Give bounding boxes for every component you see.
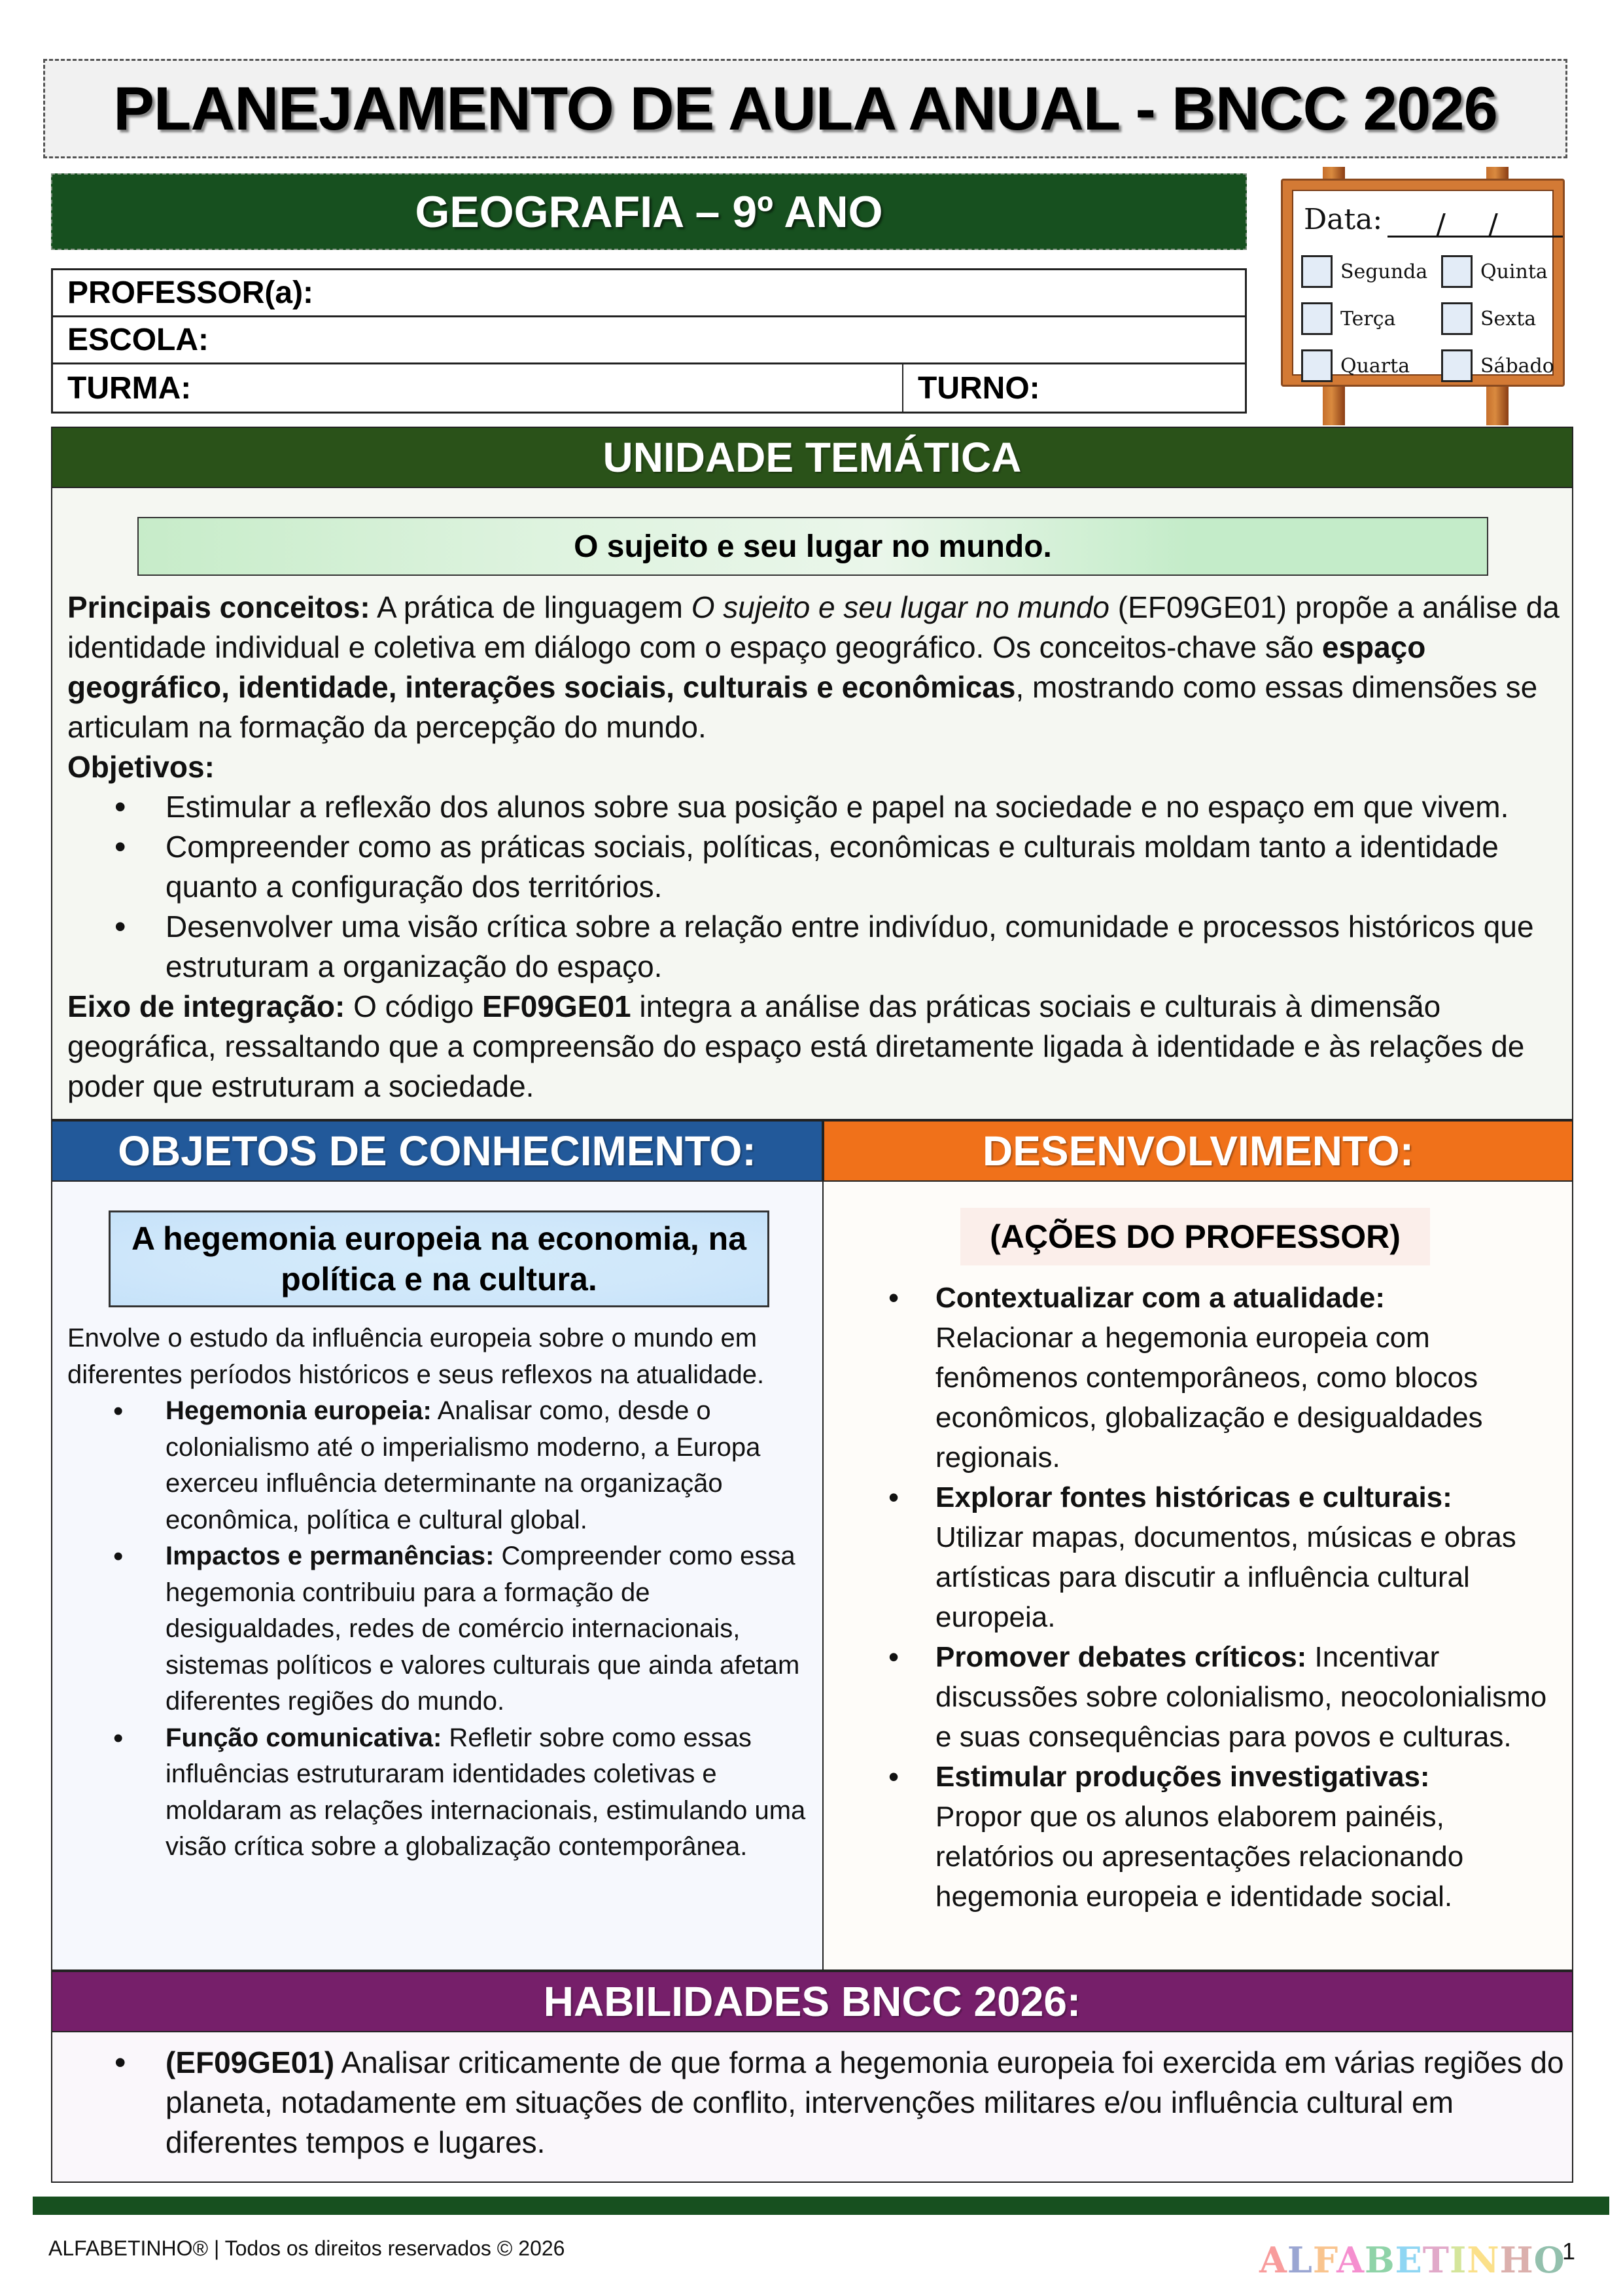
logo-letter: B [1364,2239,1395,2281]
brand-logo [1259,2239,1565,2281]
date-input-line[interactable] [1387,236,1563,238]
footer-divider [33,2197,1609,2215]
unidade-subtitle-box [137,517,1488,576]
day-label: Sexta [1480,307,1537,330]
board-face [1292,190,1554,376]
conceitos-label: Principais conceitos: [67,590,370,624]
item-text: Utilizar mapas, documentos, músicas e obras artísticas para discutir a influência cultural europeia. [935,1521,1516,1633]
habilidades-list [67,2043,1565,2163]
day-label: Terça [1340,307,1396,330]
list-item: • Desenvolver uma visão crítica sobre a relação entre indivíduo, comunidade e processos históricos que estruturam a organização do espaço. [166,907,1565,987]
eixo-text: integra a análise das práticas sociais e culturais à dimensão geográfica, ressaltando que a compreensão do espaço está diretamente ligada à identidade e às relações de poder que estruturam a sociedade. [67,989,1525,1103]
subject-banner [51,173,1247,250]
footer-copyright: ALFABETINHO® | Todos os direitos reservados © 2026 [48,2236,565,2260]
turno-field[interactable] [902,364,1040,412]
item-text: Compreender como essa hegemonia contribuiu para a formação de desigualdades, redes de comércio internacionais, sistemas políticos e valores culturais que ainda afetam diferentes regiões do mundo. [166,1542,800,1716]
conceitos-text: A prática de linguagem [370,590,691,624]
unidade-content [67,588,1565,1106]
list-item [935,1757,1570,1916]
conceitos-text: , mostrando como essas dimensões se articulam na formação da percepção do mundo. [67,670,1538,744]
checkbox-icon[interactable] [1441,255,1473,288]
desenvolvimento-content [883,1278,1570,1916]
item-label: Impactos e permanências: [166,1542,495,1570]
list-item [935,1477,1570,1637]
item-label: Contextualizar com a atualidade: [935,1282,1386,1314]
logo-letter: E [1395,2239,1423,2281]
habilidades-content [67,2043,1565,2163]
day-checkbox-segunda[interactable] [1301,255,1427,288]
objetivos-heading [67,747,1565,787]
item-text: Propor que os alunos elaborem painéis, relatórios ou apresentações relacionando hegemonia europeia e identidade social. [935,1801,1464,1913]
objetos-header [51,1120,823,1182]
eixo-code: EF09GE01 [482,989,631,1023]
logo-letter: A [1336,2239,1365,2281]
desenvolvimento-subtitle-box [960,1208,1430,1265]
logo-letter: H [1499,2239,1534,2281]
conceitos-text: (EF09GE01) propõe a análise da identidade individual e coletiva em diálogo com o espaço geográfico. Os conceitos-chave são [67,590,1560,664]
board-post-bottom-left [1323,383,1345,425]
unidade-subtitle: O sujeito e seu lugar no mundo. [574,529,1052,564]
unidade-tematica-heading: UNIDADE TEMÁTICA [602,434,1022,481]
objetos-content [67,1320,820,1865]
professor-label: PROFESSOR(a): [67,275,314,310]
eixo-integracao-paragraph [67,987,1565,1106]
board-post-bottom-right [1486,383,1509,425]
item-label: Promover debates críticos: [935,1641,1307,1673]
page-number: 1 [1562,2238,1576,2265]
unidade-tematica-header [51,427,1573,488]
logo-letter: T [1422,2239,1450,2281]
day-checkbox-sexta[interactable] [1441,302,1536,335]
list-item [166,1393,820,1538]
objetivos-label: Objetivos: [67,750,215,784]
conceitos-bold: espaço geográfico, identidade, interações sociais, culturais e econômicas [67,630,1426,704]
checkbox-icon[interactable] [1441,302,1473,335]
item-text: Relacionar a hegemonia europeia com fenômenos contemporâneos, como blocos econômicos, globalização e desigualdades regionais. [935,1322,1483,1474]
objetos-subtitle-box [109,1210,769,1307]
item-label: Função comunicativa: [166,1723,442,1752]
day-checkbox-quarta[interactable] [1301,349,1410,382]
page-title: PLANEJAMENTO DE AULA ANUAL - BNCC 2026 [113,74,1497,143]
checkbox-icon[interactable] [1441,349,1473,382]
logo-letter: A [1259,2239,1287,2281]
item-text: Analisar como, desde o colonialismo até o imperialismo moderno, a Europa exerceu influência determinante na organização econômica, política e cultural global. [166,1396,761,1534]
objetos-intro: Envolve o estudo da influência europeia sobre o mundo em diferentes períodos históricos e seus reflexos na atualidade. [67,1324,765,1389]
principais-conceitos-paragraph [67,588,1565,747]
day-label: Quarta [1340,354,1410,378]
habilidade-text: Analisar criticamente de que forma a hegemonia europeia foi exercida em várias regiões do planeta, notadamente em situações de conflito, intervenções militares e/ou influência cultural em diferentes tempos e lugares. [166,2045,1564,2159]
item-text: Refletir sobre como essas influências estruturaram identidades coletivas e moldaram as relações internacionais, estimulando uma visão crítica sobre a globalização contemporânea. [166,1723,806,1861]
title-banner [43,59,1567,158]
professor-field[interactable] [53,270,1245,317]
checkbox-icon[interactable] [1301,302,1333,335]
conceitos-italic: O sujeito e seu lugar no mundo [691,590,1109,624]
list-item [166,1720,820,1865]
day-label: Segunda [1340,260,1428,283]
day-label: Quinta [1480,260,1548,283]
desenvolvimento-list [883,1278,1570,1916]
item-text: Incentivar discussões sobre colonialismo, neocolonialismo e suas consequências para povos e culturas. [935,1641,1547,1753]
list-item: • Estimular a reflexão dos alunos sobre sua posição e papel na sociedade e no espaço em que vivem. [166,787,1565,827]
day-checkbox-terca[interactable] [1301,302,1395,335]
list-item [166,1538,820,1720]
list-item [166,2043,1565,2163]
habilidades-heading: HABILIDADES BNCC 2026: [543,1978,1081,2025]
day-label: Sábado [1480,354,1554,378]
logo-letter: O [1533,2239,1565,2281]
desenvolvimento-subtitle: (AÇÕES DO PROFESSOR) [990,1218,1401,1255]
desenvolvimento-header [823,1120,1573,1182]
day-checkbox-quinta[interactable] [1441,255,1548,288]
objetos-subtitle: A hegemonia europeia na economia, na política e na cultura. [131,1220,747,1298]
escola-label: ESCOLA: [67,323,209,357]
date-board [1276,167,1570,425]
info-table [51,268,1247,414]
logo-letter: N [1467,2239,1500,2281]
desenvolvimento-heading: DESENVOLVIMENTO: [982,1127,1414,1174]
objetos-heading: OBJETOS DE CONHECIMENTO: [118,1127,756,1174]
habilidades-header [51,1971,1573,2032]
objetos-list [67,1393,820,1865]
objetivos-list [67,787,1565,987]
board-frame [1281,179,1565,387]
checkbox-icon[interactable] [1301,255,1333,288]
list-item: • Compreender como as práticas sociais, políticas, econômicas e culturais moldam tanto a identidade quanto a configuração dos territórios. [166,827,1565,907]
logo-letter: I [1449,2239,1467,2281]
date-separator: / [1488,208,1498,241]
habilidade-code: (EF09GE01) [166,2045,335,2079]
date-label: Data: [1304,203,1383,236]
logo-letter: L [1287,2239,1313,2281]
turma-turno-row [53,364,1245,412]
eixo-label: Eixo de integração: [67,989,345,1023]
turno-label: TURNO: [918,370,1040,406]
logo-letter: F [1312,2239,1337,2281]
subject-title: GEOGRAFIA – 9º ANO [415,186,883,237]
eixo-text: O código [345,989,483,1023]
list-item [935,1637,1570,1757]
escola-field[interactable] [53,317,1245,364]
list-item [935,1278,1570,1477]
checkbox-icon[interactable] [1301,349,1333,382]
turma-label[interactable]: TURMA: [67,370,192,406]
date-separator: / [1436,208,1446,241]
item-label: Hegemonia europeia: [166,1396,432,1425]
item-label: Explorar fontes históricas e culturais: [935,1481,1452,1513]
item-label: Estimular produções investigativas: [935,1761,1430,1793]
day-checkbox-sabado[interactable] [1441,349,1554,382]
